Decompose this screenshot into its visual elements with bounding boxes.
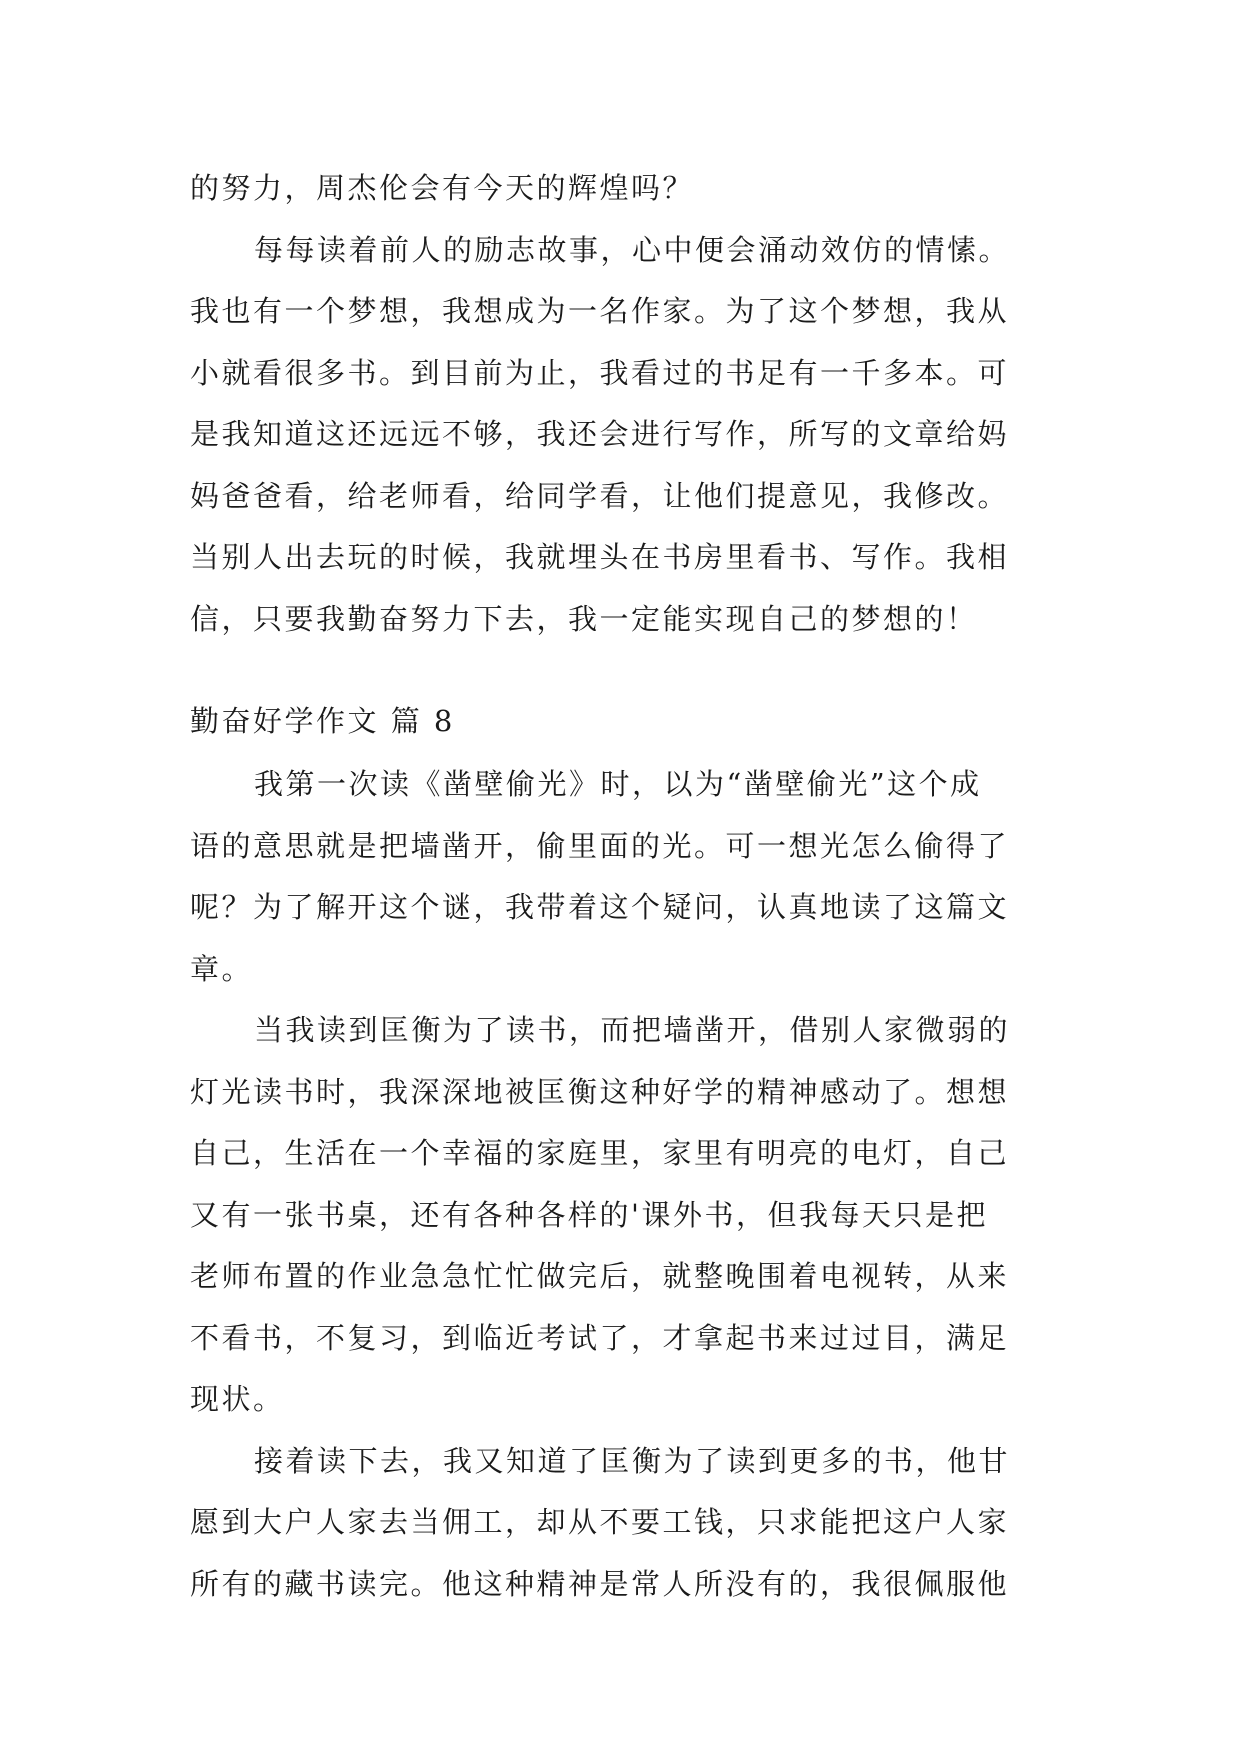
text-line: 老师布置的作业急急忙忙做完后，就整晚围着电视转，从来 [190, 1259, 1010, 1293]
text-line: 语的意思就是把墙凿开，偷里面的光。可一想光怎么偷得了 [190, 828, 1010, 863]
text-line: 又有一张书桌，还有各种各样的'课外书，但我每天只是把 [190, 1197, 988, 1232]
text-line: 所有的藏书读完。他这种精神是常人所没有的，我很佩服他 [190, 1566, 1010, 1601]
text-line: 当我读到匡衡为了读书，而把墙凿开，借别人家微弱的 [254, 1013, 1011, 1047]
text-line: 信，只要我勤奋努力下去，我一定能实现自己的梦想的！ [190, 601, 978, 636]
text-line: 不看书，不复习，到临近考试了，才拿起书来过过目，满足 [190, 1320, 1010, 1355]
text-line: 接着读下去，我又知道了匡衡为了读到更多的书，他甘 [254, 1443, 1011, 1478]
text-line: 愿到大户人家去当佣工，却从不要工钱，只求能把这户人家 [190, 1505, 1010, 1539]
section-heading: 勤奋好学作文 篇 8 [190, 704, 455, 738]
document-body [190, 158, 1060, 1615]
text-line: 自己，生活在一个幸福的家庭里，家里有明亮的电灯，自己 [190, 1136, 1010, 1170]
text-line: 妈爸爸看，给老师看，给同学看，让他们提意见，我修改。 [190, 478, 1010, 513]
text-line: 灯光读书时，我深深地被匡衡这种好学的精神感动了。想想 [190, 1074, 1010, 1109]
text-line: 是我知道这还远远不够，我还会进行写作，所写的文章给妈 [190, 417, 1010, 451]
text-line: 的努力，周杰伦会有今天的辉煌吗？ [190, 171, 695, 205]
text-line: 呢？为了解开这个谜，我带着这个疑问，认真地读了这篇文 [190, 890, 1010, 924]
text-line: 每每读着前人的励志故事，心中便会涌动效仿的情愫。 [254, 232, 1011, 267]
text-line: 小就看很多书。到目前为止，我看过的书足有一千多本。可 [190, 355, 1010, 390]
text-line: 章。 [190, 951, 254, 986]
text-line: 当别人出去玩的时候，我就埋头在书房里看书、写作。我相 [190, 540, 1010, 574]
text-line: 现状。 [190, 1382, 285, 1416]
section-gap [190, 650, 1060, 688]
text-line: 我第一次读《凿壁偷光》时，以为“凿壁偷光”这个成 [254, 767, 982, 801]
text-line: 我也有一个梦想，我想成为一名作家。为了这个梦想，我从 [190, 294, 1010, 328]
